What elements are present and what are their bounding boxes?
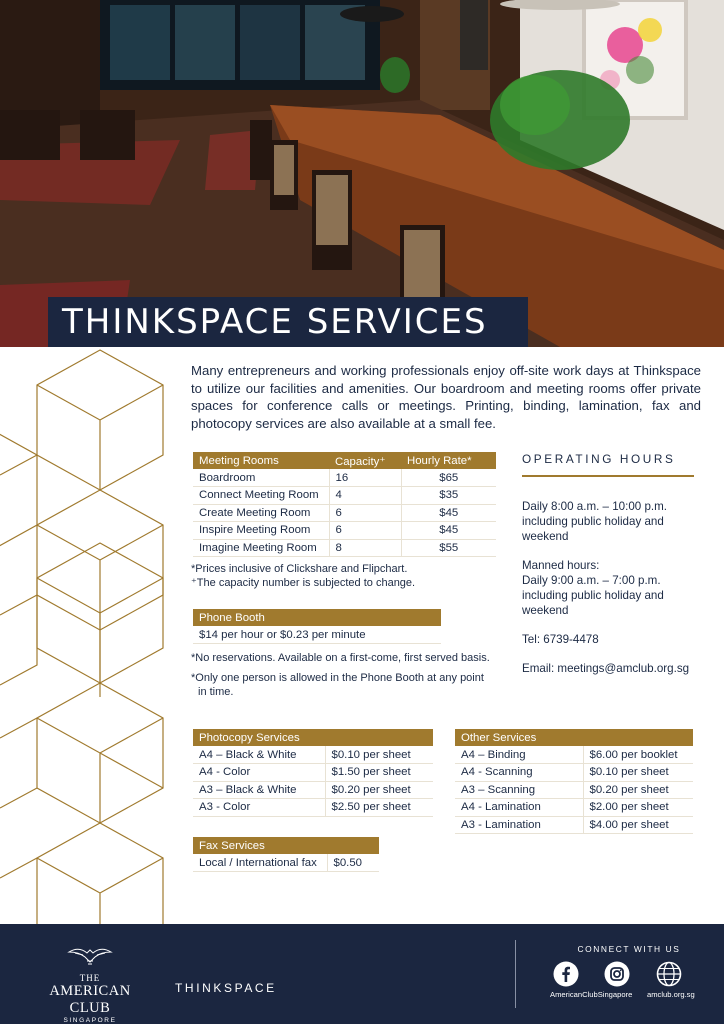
fax-services-table <box>193 837 379 872</box>
occupancy-note: *Only one person is allowed in the Phone Booth at any point in time. <box>191 672 484 698</box>
service-price: $1.50 per sheet <box>325 764 433 782</box>
email: Email: meetings@amclub.org.sg <box>522 662 690 675</box>
room-capacity: 6 <box>329 522 401 540</box>
room-rate: $55 <box>401 539 496 557</box>
operating-hours-heading: OPERATING HOURS <box>522 452 676 466</box>
table-row <box>455 764 693 782</box>
service-price: $2.00 per sheet <box>583 799 693 817</box>
table-row <box>193 522 496 540</box>
table-row <box>193 746 433 764</box>
price-note: *Prices inclusive of Clickshare and Flipchart. <box>191 563 408 575</box>
brand-the: THE <box>79 973 101 983</box>
service-item: A4 - Scanning <box>455 764 583 782</box>
service-price: $0.10 per sheet <box>583 764 693 782</box>
page-title: THINKSPACE SERVICES <box>62 302 488 342</box>
phone-booth-table <box>193 609 441 644</box>
service-price: $0.20 per sheet <box>583 781 693 799</box>
brand-name: AMERICAN CLUB <box>49 983 131 1016</box>
service-item: A3 - Color <box>193 799 325 817</box>
fax-header: Fax Services <box>193 837 379 854</box>
daily-hours: Daily 8:00 a.m. – 10:00 p.m. including public holiday and weekend <box>522 500 667 543</box>
room-name: Imagine Meeting Room <box>193 539 329 557</box>
table-row <box>193 781 433 799</box>
telephone: Tel: 6739-4478 <box>522 633 599 646</box>
table-row <box>193 469 496 487</box>
room-rate: $45 <box>401 522 496 540</box>
table-header-row <box>193 729 433 746</box>
photocopy-header: Photocopy Services <box>193 729 433 746</box>
manned-hours-block <box>522 558 702 618</box>
lounge-photo-illustration <box>0 0 724 347</box>
brand-subtitle: SINGAPORE <box>63 1017 117 1024</box>
table-header-row <box>193 452 496 469</box>
meeting-rooms-notes <box>191 562 491 590</box>
service-item: A4 - Color <box>193 764 325 782</box>
page-title-bar <box>48 297 528 347</box>
photocopy-services-table <box>193 729 433 817</box>
table-header-row <box>455 729 693 746</box>
other-services-table <box>455 729 693 834</box>
operating-hours-panel <box>522 452 702 690</box>
room-capacity: 6 <box>329 504 401 522</box>
service-price: $0.10 per sheet <box>325 746 433 764</box>
service-price: $0.50 <box>327 854 379 872</box>
room-name: Inspire Meeting Room <box>193 522 329 540</box>
room-capacity: 4 <box>329 487 401 505</box>
service-item: A3 – Scanning <box>455 781 583 799</box>
service-item: A4 – Binding <box>455 746 583 764</box>
phone-booth-price: $14 per hour or $0.23 per minute <box>193 626 441 644</box>
service-item: A4 – Black & White <box>193 746 325 764</box>
service-item: A3 – Black & White <box>193 781 325 799</box>
column-header-rate: Hourly Rate* <box>401 452 496 469</box>
phone-booth-notes <box>191 651 491 699</box>
cube-pattern-decoration <box>0 347 170 924</box>
table-row <box>193 626 441 644</box>
service-price: $0.20 per sheet <box>325 781 433 799</box>
table-header-row <box>193 609 441 626</box>
footer <box>0 924 724 1024</box>
service-price: $6.00 per booklet <box>583 746 693 764</box>
table-row <box>455 781 693 799</box>
website-link[interactable]: amclub.org.sg <box>647 990 695 999</box>
intro-paragraph: Many entrepreneurs and working professionals enjoy off-site work days at Thinkspace to utilize our facilities and amenities. Our boardroom and meeting rooms offer private spaces for conference calls or meetings. Printing, binding, lamination, fax and photocopy services are also available at a small fee. <box>191 363 701 431</box>
table-row <box>193 799 433 817</box>
thinkspace-wordmark: THINKSPACE <box>175 981 277 995</box>
table-row <box>193 854 379 872</box>
other-services-header: Other Services <box>455 729 693 746</box>
facebook-icon[interactable] <box>553 961 579 987</box>
column-header-room: Meeting Rooms <box>193 452 329 469</box>
service-price: $2.50 per sheet <box>325 799 433 817</box>
column-header-capacity: Capacity⁺ <box>329 452 401 469</box>
room-name: Boardroom <box>193 469 329 487</box>
service-item: Local / International fax <box>193 854 327 872</box>
hero-photo <box>0 0 724 347</box>
eagle-icon <box>67 944 113 966</box>
instagram-icon[interactable] <box>604 961 630 987</box>
service-price: $4.00 per sheet <box>583 816 693 834</box>
room-rate: $35 <box>401 487 496 505</box>
manned-hours-label: Manned hours: <box>522 559 600 572</box>
room-rate: $65 <box>401 469 496 487</box>
room-capacity: 16 <box>329 469 401 487</box>
room-name: Connect Meeting Room <box>193 487 329 505</box>
table-row <box>455 799 693 817</box>
globe-icon[interactable] <box>656 961 682 987</box>
table-header-row <box>193 837 379 854</box>
table-row <box>193 539 496 557</box>
service-item: A3 - Lamination <box>455 816 583 834</box>
footer-divider <box>515 940 516 1008</box>
table-row <box>193 764 433 782</box>
table-row <box>193 504 496 522</box>
table-row <box>455 746 693 764</box>
reservation-note: *No reservations. Available on a first-come, first served basis. <box>191 652 490 664</box>
manned-hours: Daily 9:00 a.m. – 7:00 p.m. including public holiday and weekend <box>522 574 664 617</box>
american-club-logo <box>30 944 150 1024</box>
room-capacity: 8 <box>329 539 401 557</box>
table-row <box>455 816 693 834</box>
facebook-link[interactable]: AmericanClubSingapore <box>550 990 633 999</box>
table-row <box>193 487 496 505</box>
phone-booth-header: Phone Booth <box>193 609 441 626</box>
room-rate: $45 <box>401 504 496 522</box>
capacity-note: ⁺The capacity number is subjected to change. <box>191 577 416 589</box>
meeting-rooms-table <box>193 452 496 557</box>
social-icons <box>551 961 711 991</box>
connect-heading: CONNECT WITH US <box>577 944 681 954</box>
service-item: A4 - Lamination <box>455 799 583 817</box>
heading-divider <box>522 475 694 477</box>
room-name: Create Meeting Room <box>193 504 329 522</box>
